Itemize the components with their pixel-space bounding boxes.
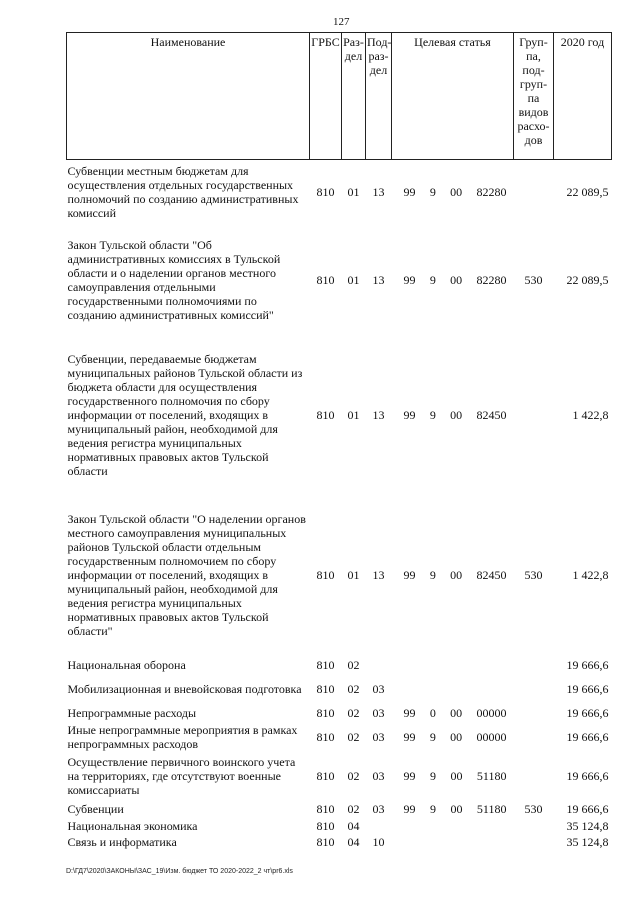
- row-section: 01: [347, 407, 360, 422]
- row-subsection: 03: [372, 768, 385, 783]
- budget-table: [66, 32, 612, 850]
- row-subsection: 03: [372, 705, 385, 720]
- table-row: [67, 752, 612, 800]
- target-event: 00: [450, 705, 463, 720]
- row-amount: 19 666,6: [566, 801, 609, 816]
- row-section: 02: [347, 681, 360, 696]
- target-event: 00: [450, 801, 463, 816]
- row-subsection: 03: [372, 801, 385, 816]
- target-program: 99: [403, 567, 416, 582]
- row-grbs: 810: [316, 407, 335, 422]
- table-header-row: [67, 33, 612, 160]
- row-grbs: 810: [316, 768, 335, 783]
- row-amount: 19 666,6: [566, 768, 609, 783]
- row-section: 01: [347, 184, 360, 199]
- target-subprogram: 9: [429, 801, 436, 816]
- target-event: 00: [450, 272, 463, 287]
- target-program: 99: [403, 184, 416, 199]
- row-amount: 1 422,8: [572, 407, 609, 422]
- table-row: [67, 800, 612, 818]
- table-row: [67, 160, 612, 224]
- row-target: [392, 336, 514, 494]
- target-direction: 82280: [476, 272, 507, 287]
- row-name: Иные непрограммные мероприятия в рамках непрограммных расходов: [67, 722, 298, 751]
- target-direction: 00000: [476, 705, 507, 720]
- target-subprogram: 9: [429, 407, 436, 422]
- target-program: 99: [403, 801, 416, 816]
- row-group: [514, 656, 554, 674]
- row-subsection: 10: [372, 834, 385, 849]
- row-name: Мобилизационная и вневойсковая подготовка: [67, 681, 302, 696]
- row-name: Непрограммные расходы: [67, 705, 197, 720]
- header-name: Наименование: [67, 33, 310, 160]
- table-row: [67, 674, 612, 704]
- row-group: [514, 834, 554, 850]
- row-amount: 19 666,6: [566, 657, 609, 672]
- target-event: 00: [450, 768, 463, 783]
- target-direction: 51180: [476, 768, 507, 783]
- row-target: [392, 160, 514, 224]
- header-subsection: Под-раз-дел: [366, 33, 392, 160]
- header-grbs: ГРБС: [310, 33, 342, 160]
- row-section: 04: [347, 834, 360, 849]
- row-name: Субвенции, передаваемые бюджетам муниципальных районов Тульской области из бюджета области для осуществления государственного полномочия по сбору информации от поселений, входящих в муниципальный район, необходимой для ведения регистра муниципальных нормативных правовых актов Тульской области: [67, 351, 303, 478]
- target-event: 00: [450, 407, 463, 422]
- row-group: [514, 704, 554, 722]
- row-amount: 35 124,8: [566, 818, 609, 833]
- row-section: 02: [347, 768, 360, 783]
- target-direction: 82450: [476, 407, 507, 422]
- target-program: 99: [403, 729, 416, 744]
- table-row: [67, 336, 612, 494]
- row-subsection: [366, 818, 392, 834]
- row-name: Связь и информатика: [67, 834, 177, 849]
- target-subprogram: 9: [429, 768, 436, 783]
- row-amount: 22 089,5: [566, 272, 609, 287]
- table-row: [67, 722, 612, 752]
- file-path-footer: D:\ГД7\2020\ЗАКОНЫ\ЗАС_19\Изм. бюджет ТО 2020-2022_2 чт\pr6.xls: [66, 868, 293, 875]
- target-program: 99: [403, 768, 416, 783]
- row-group: [514, 752, 554, 800]
- table-row: [67, 704, 612, 722]
- row-group: [514, 160, 554, 224]
- row-grbs: 810: [316, 729, 335, 744]
- target-direction: 82280: [476, 184, 507, 199]
- row-target: [392, 494, 514, 656]
- row-target: [392, 704, 514, 722]
- target-subprogram: 9: [429, 184, 436, 199]
- row-name: Субвенции местным бюджетам для осуществления отдельных государственных полномочий по созданию административных комиссий: [67, 163, 299, 220]
- table-row: [67, 224, 612, 336]
- row-subsection: 13: [372, 272, 385, 287]
- row-group: [514, 818, 554, 834]
- row-group: [514, 674, 554, 704]
- row-subsection: 13: [372, 407, 385, 422]
- target-direction: 82450: [476, 567, 507, 582]
- table-row: [67, 818, 612, 834]
- row-grbs: 810: [316, 818, 335, 833]
- target-subprogram: 9: [429, 729, 436, 744]
- row-amount: 19 666,6: [566, 729, 609, 744]
- row-amount: 19 666,6: [566, 705, 609, 720]
- row-section: 01: [347, 272, 360, 287]
- row-target: [392, 224, 514, 336]
- row-grbs: 810: [316, 801, 335, 816]
- target-event: 00: [450, 567, 463, 582]
- row-section: 02: [347, 705, 360, 720]
- row-subsection: 13: [372, 184, 385, 199]
- target-direction: 00000: [476, 729, 507, 744]
- target-program: 99: [403, 407, 416, 422]
- row-name: Национальная оборона: [67, 657, 186, 672]
- row-name: Субвенции: [67, 801, 124, 816]
- row-target: [392, 818, 514, 834]
- row-group: 530: [524, 272, 543, 287]
- row-grbs: 810: [316, 184, 335, 199]
- table-row: [67, 494, 612, 656]
- row-subsection: 03: [372, 681, 385, 696]
- row-group: [514, 336, 554, 494]
- row-target: [392, 752, 514, 800]
- row-name: Осуществление первичного воинского учета на территориях, где отсутствуют военные комиссариаты: [67, 754, 296, 797]
- row-amount: 35 124,8: [566, 834, 609, 849]
- row-group: [514, 722, 554, 752]
- target-subprogram: 9: [429, 567, 436, 582]
- row-amount: 1 422,8: [572, 567, 609, 582]
- row-target: [392, 722, 514, 752]
- row-grbs: 810: [316, 272, 335, 287]
- row-name: Закон Тульской области "Об административных комиссиях в Тульской области и о наделении органов местного самоуправления отдельными государственными полномочиями по созданию административных комиссий": [67, 237, 281, 322]
- target-subprogram: 9: [429, 272, 436, 287]
- row-subsection: 13: [372, 567, 385, 582]
- row-name: Закон Тульской области "О наделении органов местного самоуправления муниципальных районов Тульской области отдельным государственным полномочием по сбору информации от поселений, входящих в муниципальный район, необходимой для ведения регистра муниципальных нормативных правовых актов Тульской области": [67, 511, 306, 638]
- row-target: [392, 656, 514, 674]
- row-subsection: 03: [372, 729, 385, 744]
- row-name: Национальная экономика: [67, 818, 198, 833]
- target-event: 00: [450, 184, 463, 199]
- row-grbs: 810: [316, 705, 335, 720]
- target-direction: 51180: [476, 801, 507, 816]
- row-section: 02: [347, 801, 360, 816]
- header-section: Раз-дел: [342, 33, 366, 160]
- row-grbs: 810: [316, 834, 335, 849]
- page-number: 127: [333, 16, 350, 28]
- target-event: 00: [450, 729, 463, 744]
- target-program: 99: [403, 272, 416, 287]
- row-grbs: 810: [316, 567, 335, 582]
- row-group: 530: [524, 567, 543, 582]
- row-amount: 22 089,5: [566, 184, 609, 199]
- table-row: [67, 834, 612, 850]
- row-subsection: [366, 656, 392, 674]
- row-target: [392, 834, 514, 850]
- row-grbs: 810: [316, 657, 335, 672]
- row-section: 01: [347, 567, 360, 582]
- row-section: 02: [347, 657, 360, 672]
- header-group: Груп-па, под-груп-па видов расхо-дов: [514, 33, 554, 160]
- row-target: [392, 674, 514, 704]
- header-target: Целевая статья: [392, 33, 514, 160]
- row-section: 04: [347, 818, 360, 833]
- target-program: 99: [403, 705, 416, 720]
- row-section: 02: [347, 729, 360, 744]
- row-grbs: 810: [316, 681, 335, 696]
- target-subprogram: 0: [429, 705, 436, 720]
- row-target: [392, 800, 514, 818]
- row-group: 530: [524, 801, 543, 816]
- table-row: [67, 656, 612, 674]
- row-amount: 19 666,6: [566, 681, 609, 696]
- header-year: 2020 год: [554, 33, 612, 160]
